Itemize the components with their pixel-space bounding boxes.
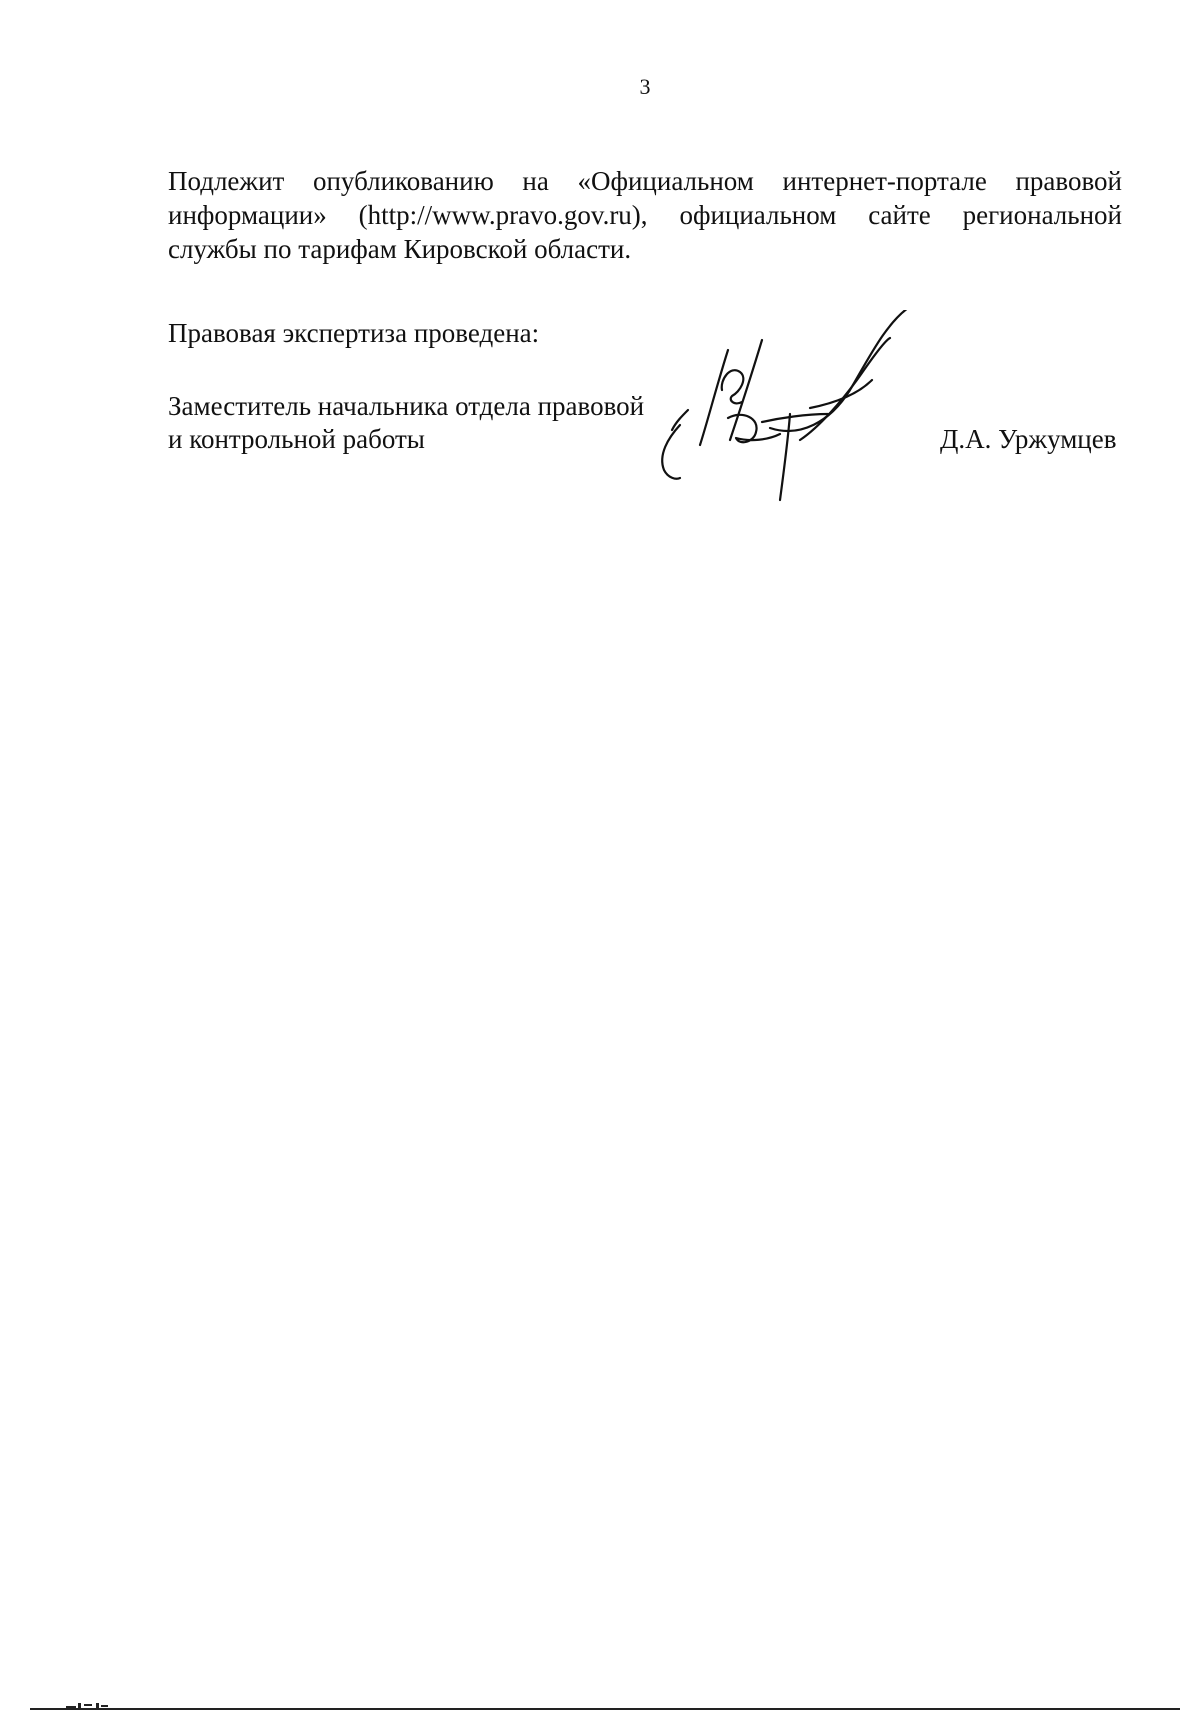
page-number: 3 <box>639 74 651 99</box>
publication-line-2: информации» (http://www.pravo.gov.ru), официальном сайте региональной <box>168 200 1122 230</box>
signer-position-line-1: Заместитель начальника отдела правовой <box>168 391 645 421</box>
footer-rule <box>30 1708 1180 1710</box>
publication-line-3: службы по тарифам Кировской области. <box>168 234 632 264</box>
signer-position <box>168 390 644 456</box>
publication-line-1: Подлежит опубликованию на «Официальном интернет-портале правовой <box>168 166 1122 196</box>
handwritten-signature-icon <box>650 310 950 510</box>
publication-notice <box>168 164 1122 266</box>
signer-position-line-2: и контрольной работы <box>168 424 425 454</box>
legal-expertise-label: Правовая экспертиза проведена: <box>168 318 540 348</box>
signer-name: Д.А. Уржумцев <box>940 424 1117 454</box>
